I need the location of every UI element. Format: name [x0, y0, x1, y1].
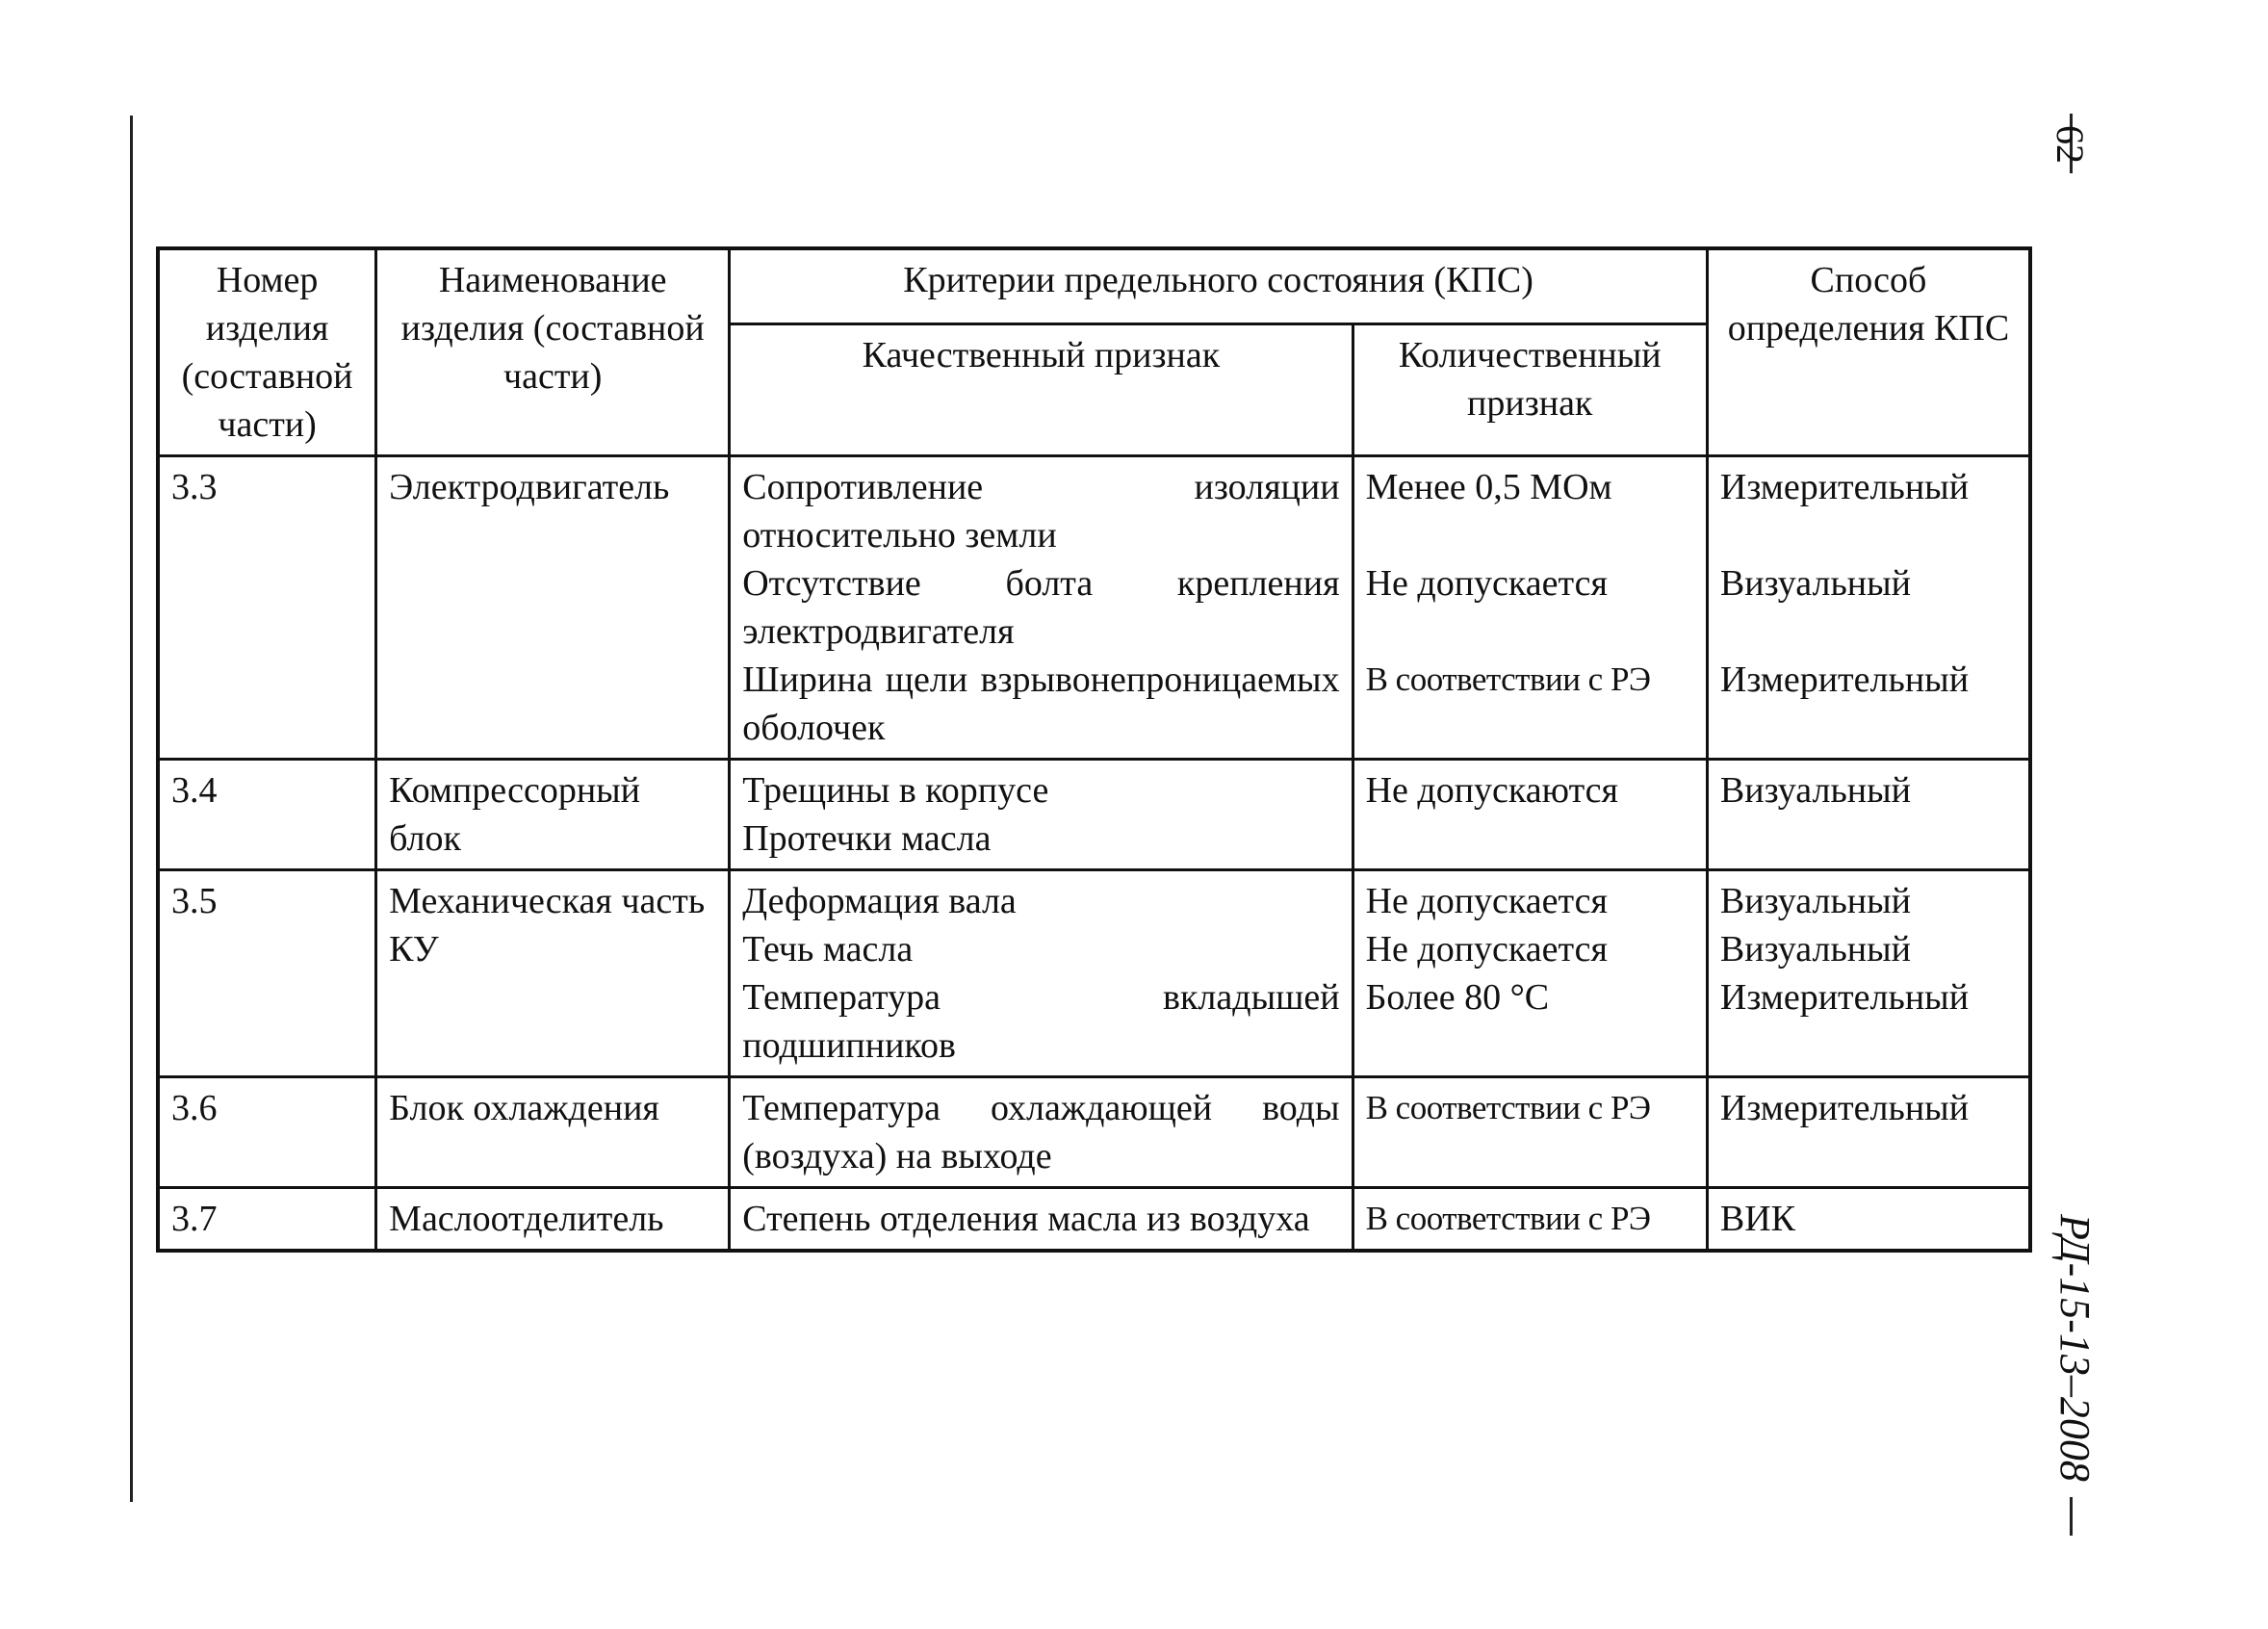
cell-name: Маслоотделитель [376, 1188, 730, 1252]
header-criteria: Критерии предельного состояния (КПС) [730, 248, 1708, 323]
table-row [158, 1188, 2030, 1252]
quant-item: В соответствии с РЭ [1365, 1089, 1651, 1126]
table-row [158, 870, 2030, 1077]
cell-name: Блок охлаждения [376, 1077, 730, 1188]
method-item: Измерительный [1719, 1088, 1970, 1128]
cell-num: 3.4 [158, 760, 376, 870]
qual-item: Отсутствие болта крепления электродвигателя [742, 563, 1340, 652]
kps-table [156, 246, 2032, 1253]
quant-item: Не допускается [1365, 881, 1608, 921]
qual-item: Деформация вала [742, 881, 1017, 921]
cell-quant [1353, 870, 1707, 1077]
left-margin-rule [130, 116, 133, 1502]
qual-item: Температура охлаждающей воды (воздуха) на выходе [742, 1088, 1340, 1176]
header-method: Способ определения КПС [1707, 248, 2030, 456]
method-item: Визуальный [1719, 929, 1911, 970]
header-quant: Количественный признак [1353, 323, 1707, 455]
table-header [158, 248, 2030, 456]
qual-item: Температура вкладышей подшипников [742, 977, 1340, 1066]
quant-item: В соответствии с РЭ [1365, 1200, 1651, 1237]
method-item: ВИК [1719, 1199, 1796, 1239]
cell-method [1707, 456, 2030, 760]
cell-method [1707, 1188, 2030, 1252]
qual-item: Степень отделения масла из воздуха [742, 1199, 1310, 1239]
table-body [158, 456, 2030, 1252]
method-item: Измерительный [1719, 467, 1970, 507]
cell-quant [1353, 1077, 1707, 1188]
cell-name: Электродвигатель [376, 456, 730, 760]
quant-item: Более 80 °С [1365, 977, 1550, 1018]
cell-method [1707, 870, 2030, 1077]
page-number: 62 [2049, 125, 2092, 164]
document-code: РД-15-13–2008 [2051, 1214, 2099, 1482]
method-item: Визуальный [1719, 881, 1911, 921]
method-item: Визуальный [1719, 770, 1911, 811]
qual-item: Ширина щели взрывонепроницаемых оболочек [742, 659, 1340, 748]
quant-item: Не допускается [1365, 563, 1608, 604]
cell-num: 3.3 [158, 456, 376, 760]
quant-item: Не допускаются [1365, 770, 1618, 811]
quant-item: Не допускается [1365, 929, 1608, 970]
qual-item: Протечки масла [742, 818, 992, 859]
qual-item: Сопротивление изоляции относительно земли [742, 467, 1340, 556]
header-num: Номер изделия (составной части) [158, 248, 376, 456]
cell-name: Компрессорный блок [376, 760, 730, 870]
header-qual: Качественный признак [730, 323, 1353, 455]
cell-num: 3.5 [158, 870, 376, 1077]
table-row [158, 1077, 2030, 1188]
cell-qual [730, 760, 1353, 870]
cell-qual [730, 870, 1353, 1077]
quant-item: В соответствии с РЭ [1365, 660, 1651, 698]
cell-num: 3.6 [158, 1077, 376, 1188]
method-item: Измерительный [1719, 659, 1970, 700]
cell-method [1707, 760, 2030, 870]
method-item: Измерительный [1719, 977, 1970, 1018]
table-row [158, 456, 2030, 760]
cell-name: Механическая часть КУ [376, 870, 730, 1077]
cell-method [1707, 1077, 2030, 1188]
cell-num: 3.7 [158, 1188, 376, 1252]
cell-quant [1353, 760, 1707, 870]
cell-qual [730, 1188, 1353, 1252]
cell-qual [730, 456, 1353, 760]
table-row [158, 760, 2030, 870]
quant-item: Менее 0,5 МОм [1365, 467, 1612, 507]
cell-quant [1353, 456, 1707, 760]
method-item: Визуальный [1719, 563, 1911, 604]
qual-item: Течь масла [742, 929, 914, 970]
qual-item: Трещины в корпусе [742, 770, 1049, 811]
header-name: Наименование изделия (составной части) [376, 248, 730, 456]
cell-quant [1353, 1188, 1707, 1252]
cell-qual [730, 1077, 1353, 1188]
